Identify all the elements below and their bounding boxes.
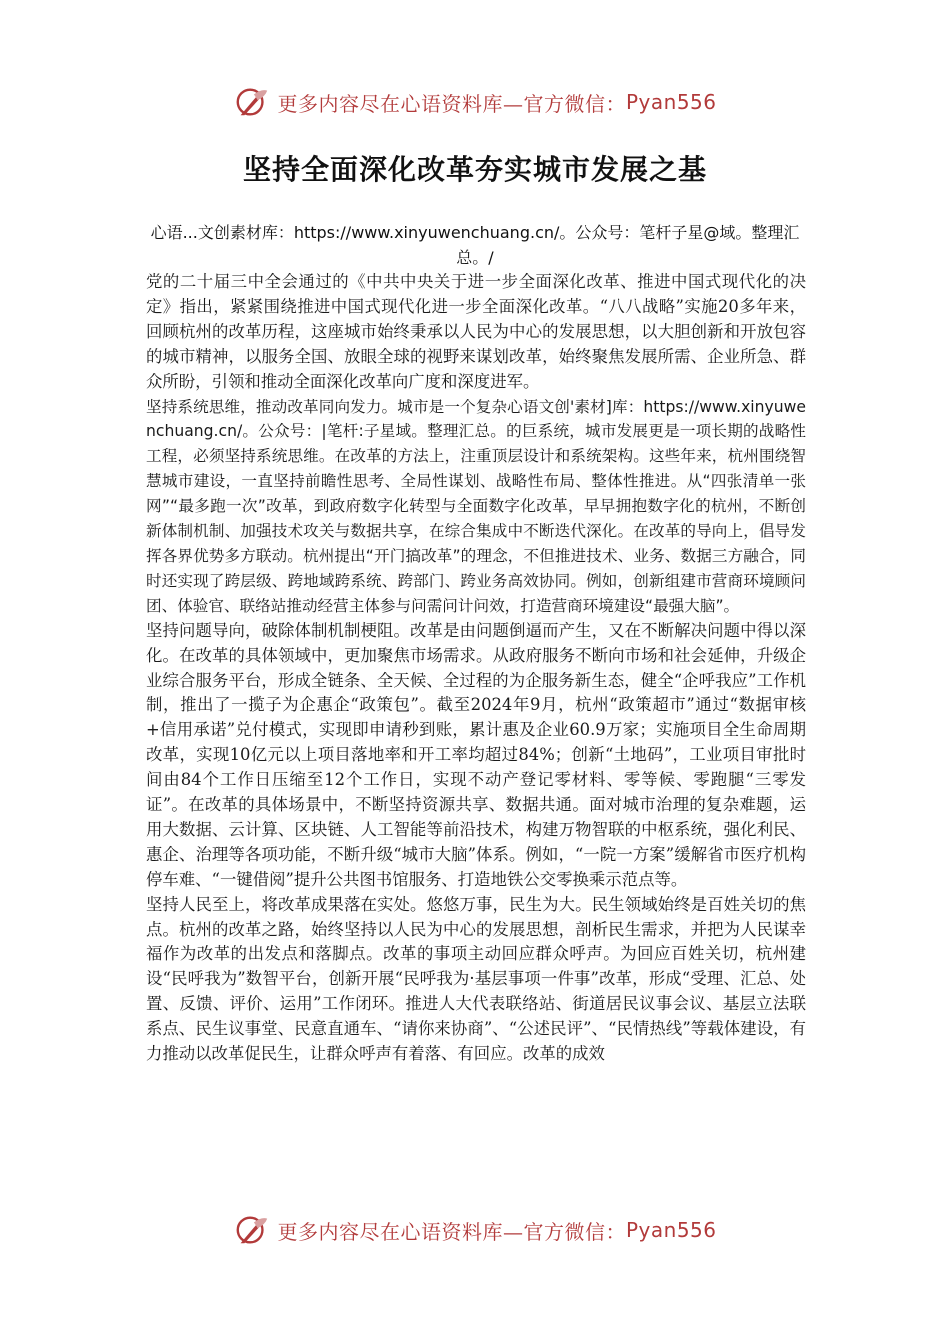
paragraph-intro: 党的二十届三中全会通过的《中共中央关于进一步全面深化改革、推进中国式现代化的决定》指出，紧紧围绕推进中国式现代化进一步全面深化改革。“八八战略”实施20多年来，回顾杭州的改革历程，这座城市始终秉承以人民为中心的发展思想，以大胆创新和开放包容的城市精神，以服务全国、放眼全球的视野来谋划改革，始终聚焦发展所需、企业所急、群众所盼，引领和推动全面深化改革向广度和深度进军。 (146, 272, 806, 391)
paragraph-people-first: 坚持人民至上，将改革成果落在实处。悠悠万事，民生为大。民生领域始终是百姓关切的焦点。杭州的改革之路，始终坚持以人民为中心的发展思想，剖析民生需求，并把为人民谋幸福作为改革的出发点和落脚点。改革的事项主动回应群众呼声。为回应百姓关切，杭州建设“民呼我为”数智平台，创新开展“民呼我为·基层事项一件事”改革，形成“受理、汇总、处置、反馈、评价、运用”工作闭环。推进人大代表联络站、街道居民议事会议、基层立法联系点、民生议事堂、民意直通车、“请你来协商”、“公述民评”、“民情热线”等载体建设，有力推动以改革促民生，让群众呼声有着落、有回应。改革的成效 (146, 894, 806, 1064)
footer-banner-text: 更多内容尽在心语资料库—官方微信： (277, 1219, 626, 1244)
feather-pen-logo-icon (233, 1211, 271, 1249)
paragraph-system-thinking: 坚持系统思维，推动改革同向发力。城市是一个复杂心语文创'素材]库：https://www.xinyuwenchuang.cn/。公众号：|笔杆:子星域。整理汇总。的巨系统，城市发展更是一项长期的战略性工程，必须坚持系统思维。在改革的方法上，注重顶层设计和系统架构。这些年来，杭州围绕智慧城市建设，一直坚持前瞻性思考、全局性谋划、战略性布局、整体性推进。从“四张清单一张网”“最多跑一次”改革，到政府数字化转型与全面数字化改革，早早拥抱数字化的杭州，不断创新体制机制、加强技术攻关与数据共享，在综合集成中不断迭代深化。在改革的导向上，倡导发挥各界优势多方联动。杭州提出“开门搞改革”的理念，不但推进技术、业务、数据三方融合，同时还实现了跨层级、跨地域跨系统、跨部门、跨业务高效协同。例如，创新组建市营商环境顾问团、体验官、联络站推动经营主体参与问需问计问效，打造营商环境建设“最强大脑”。 (146, 397, 806, 615)
header-banner-text: 更多内容尽在心语资料库—官方微信： (277, 91, 626, 116)
header-wechat-id: Pyan556 (625, 90, 717, 114)
document-title: 坚持全面深化改革夯实城市发展之基 (242, 153, 707, 186)
header-banner (0, 80, 950, 124)
footer-wechat-id: Pyan556 (625, 1218, 717, 1242)
document-body (146, 270, 806, 1067)
source-line: 心语...文创素材库：https://www.xinyuwenchuang.cn/。公众号：笔杆子星@域。整理汇总。/ (150, 223, 800, 267)
paragraph-problem-oriented: 坚持问题导向，破除体制机制梗阻。改革是由问题倒逼而产生，又在不断解决问题中得以深化。在改革的具体领域中，更加聚焦市场需求。从政府服务不断向市场和社会延伸，升级企业综合服务平台，形成全链条、全天候、全过程的为企服务新生态，健全“企呼我应”工作机制，推出了一揽子为企惠企“政策包”。截至2024年9月，杭州“政策超市”通过“数据审核+信用承诺”兑付模式，实现即申请秒到账，累计惠及企业60.9万家；实施项目全生命周期改革，实现10亿元以上项目落地率和开工率均超过84%；创新“土地码”，工业项目审批时间由84个工作日压缩至12个工作日，实现不动产登记零材料、零等候、零跑腿“三零发证”。在改革的具体场景中，不断坚持资源共享、数据共通。面对城市治理的复杂难题，运用大数据、云计算、区块链、人工智能等前沿技术，构建万物智联的中枢系统，强化利民、惠企、治理等各项功能，不断升级“城市大脑”体系。例如，“一院一方案”缓解省市医疗机构停车难、“一键借阅”提升公共图书馆服务、打造地铁公交零换乘示范点等。 (146, 620, 806, 889)
feather-pen-logo-icon (233, 83, 271, 121)
footer-banner (0, 1208, 950, 1252)
